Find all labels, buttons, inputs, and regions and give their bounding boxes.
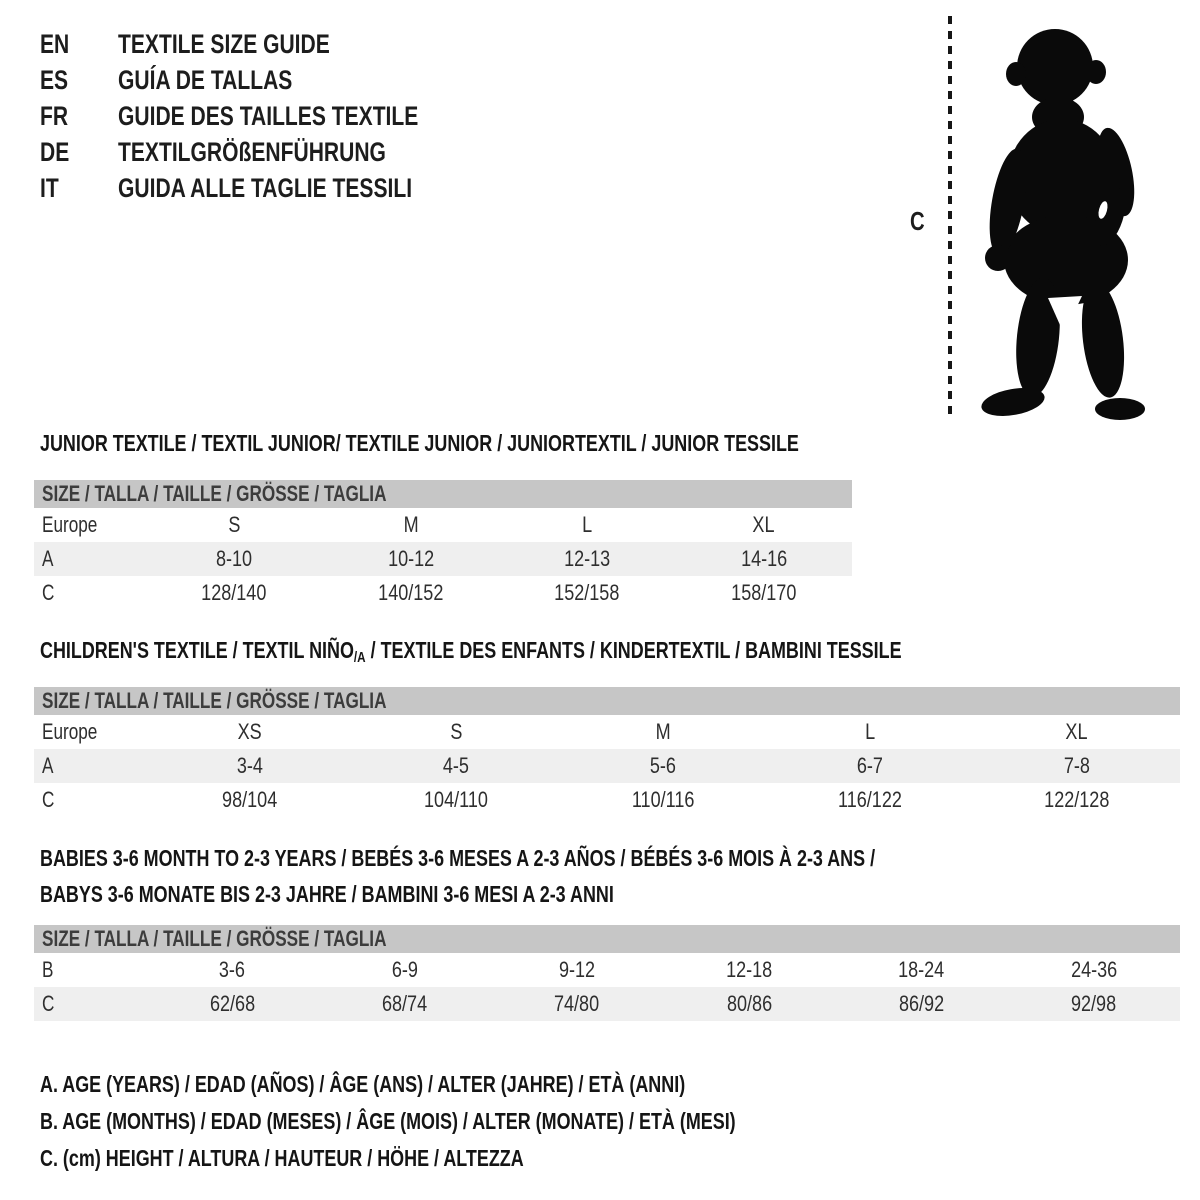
children-heading-part1: CHILDREN'S TEXTILE / TEXTIL NIÑO	[40, 637, 354, 663]
table-cell	[560, 787, 767, 813]
cell-text: S	[450, 719, 463, 744]
cell-text: 86/92	[898, 991, 945, 1016]
language-title-text: GUIDA ALLE TAGLIE TESSILI	[118, 172, 413, 203]
table-cell	[676, 512, 853, 538]
row-label-text: C	[42, 991, 55, 1016]
cell-text: 12-18	[726, 957, 773, 982]
cell-text: 110/116	[631, 787, 695, 812]
children-heading-subscript: /A	[353, 649, 366, 666]
language-code-text: ES	[40, 64, 69, 95]
language-row-de	[40, 134, 503, 170]
language-code-text: IT	[40, 172, 59, 203]
cell-text: 8-10	[216, 546, 253, 571]
table-cell	[1008, 991, 1180, 1017]
junior-section-heading-text: JUNIOR TEXTILE / TEXTIL JUNIOR/ TEXTILE JUNIOR / JUNIORTEXTIL / JUNIOR TESSILE	[40, 430, 799, 456]
cell-text: 4-5	[443, 753, 470, 778]
children-heading-part2: / TEXTILE DES ENFANTS / KINDERTEXTIL / BAMBINI TESSILE	[365, 637, 902, 663]
row-label-text: B	[42, 957, 54, 982]
cell-text: 74/80	[554, 991, 600, 1016]
cell-text: 24-36	[1070, 957, 1117, 982]
row-label	[34, 787, 146, 813]
row-label	[34, 512, 146, 538]
table-row-months	[34, 953, 1180, 987]
language-title-text: TEXTILE SIZE GUIDE	[118, 28, 330, 59]
language-code	[40, 101, 118, 132]
table-cell	[676, 580, 853, 606]
table-cell	[353, 753, 560, 779]
row-label	[34, 957, 146, 983]
language-title	[118, 137, 462, 168]
table-row-age	[34, 542, 852, 576]
table-cell	[146, 546, 323, 572]
table-cell	[766, 787, 973, 813]
table-cell	[973, 787, 1180, 813]
footnote-b-text: B. AGE (MONTHS) / EDAD (MESES) / ÂGE (MOIS) / ALTER (MONATE) / ETÀ (MESI)	[40, 1108, 736, 1134]
table-cell	[499, 512, 676, 538]
footnote-a-text: A. AGE (YEARS) / EDAD (AÑOS) / ÂGE (ANS) / ALTER (JAHRE) / ETÀ (ANNI)	[40, 1071, 686, 1097]
language-code-text: DE	[40, 136, 70, 167]
row-label	[34, 546, 146, 572]
cell-text: 62/68	[209, 991, 255, 1016]
babies-section-heading-line1	[40, 845, 1111, 872]
table-cell	[146, 580, 323, 606]
size-table-header-text: SIZE / TALLA / TAILLE / GRÖSSE / TAGLIA	[42, 481, 387, 506]
height-measure-label	[910, 206, 929, 237]
language-list	[40, 26, 503, 206]
table-row-age	[34, 749, 1180, 783]
height-measure-label-text: C	[910, 206, 925, 236]
cell-text: 98/104	[221, 787, 277, 812]
cell-text: 122/128	[1043, 787, 1110, 812]
cell-text: 116/122	[837, 787, 902, 812]
cell-text: 10-12	[387, 546, 434, 571]
footnote-legend	[40, 1066, 932, 1177]
table-cell	[499, 580, 676, 606]
table-cell	[835, 991, 1007, 1017]
cell-text: 5-6	[649, 753, 677, 778]
table-cell	[676, 546, 853, 572]
table-cell	[146, 787, 353, 813]
language-title	[118, 101, 503, 132]
row-label-text: Europe	[42, 512, 98, 537]
footnote-c-text: C. (cm) HEIGHT / ALTURA / HAUTEUR / HÖHE / ALTEZZA	[40, 1145, 524, 1171]
language-title	[118, 65, 342, 96]
table-cell	[323, 580, 500, 606]
table-cell	[663, 991, 835, 1017]
table-cell	[766, 719, 973, 745]
language-row-it	[40, 170, 503, 206]
table-cell	[491, 991, 663, 1017]
size-table-header-text: SIZE / TALLA / TAILLE / GRÖSSE / TAGLIA	[42, 688, 387, 713]
cell-text: 18-24	[898, 957, 945, 982]
language-code	[40, 137, 118, 168]
cell-text: L	[864, 719, 875, 744]
language-title-text: GUIDE DES TAILLES TEXTILE	[118, 100, 419, 131]
table-cell	[323, 512, 500, 538]
size-table-header-text: SIZE / TALLA / TAILLE / GRÖSSE / TAGLIA	[42, 926, 387, 951]
table-cell	[318, 957, 490, 983]
table-cell	[560, 753, 767, 779]
language-code	[40, 29, 118, 60]
row-label	[34, 719, 146, 745]
children-section-heading-text	[40, 637, 902, 666]
table-cell	[663, 957, 835, 983]
toddler-silhouette-icon	[958, 22, 1196, 424]
table-cell	[318, 991, 490, 1017]
row-label-text: Europe	[42, 719, 98, 744]
cell-text: 104/110	[424, 787, 489, 812]
table-cell	[353, 719, 560, 745]
babies-section-heading-line1-text: BABIES 3-6 MONTH TO 2-3 YEARS / BEBÉS 3-6 MESES A 2-3 AÑOS / BÉBÉS 3-6 MOIS À 2-3 ANS /	[40, 845, 876, 871]
row-label	[34, 991, 146, 1017]
cell-text: XS	[237, 719, 262, 744]
table-cell	[353, 787, 560, 813]
language-row-en	[40, 26, 503, 62]
language-title	[118, 173, 495, 204]
footnote-a	[40, 1066, 932, 1103]
cell-text: 68/74	[381, 991, 428, 1016]
cell-text: 3-4	[236, 753, 263, 778]
table-cell	[146, 753, 353, 779]
cell-text: M	[655, 719, 671, 744]
height-dashed-line	[948, 16, 952, 414]
cell-text: 92/98	[1071, 991, 1117, 1016]
cell-text: 14-16	[740, 546, 787, 571]
footnote-b	[40, 1103, 932, 1140]
cell-text: 3-6	[219, 957, 246, 982]
footnote-c	[40, 1140, 932, 1177]
junior-size-table	[34, 480, 852, 610]
cell-text: 12-13	[564, 546, 611, 571]
junior-section-heading	[40, 430, 1013, 457]
table-cell	[1008, 957, 1180, 983]
cell-text: S	[228, 512, 241, 537]
table-row-europe	[34, 715, 1180, 749]
babies-size-table	[34, 925, 1180, 1021]
children-size-table	[34, 687, 1180, 817]
cell-text: 6-7	[856, 753, 883, 778]
table-row-europe	[34, 508, 852, 542]
table-cell	[491, 957, 663, 983]
size-table-header	[34, 687, 1180, 715]
row-label-text: C	[42, 580, 55, 605]
language-code	[40, 173, 118, 204]
table-cell	[146, 957, 318, 983]
cell-text: XL	[1065, 719, 1088, 744]
language-code	[40, 65, 118, 96]
table-cell	[973, 753, 1180, 779]
cell-text: 152/158	[554, 580, 620, 605]
row-label	[34, 753, 146, 779]
table-cell	[560, 719, 767, 745]
language-title-text: GUÍA DE TALLAS	[118, 64, 293, 95]
language-code-text: FR	[40, 100, 69, 131]
row-label-text: A	[42, 753, 54, 778]
table-row-height	[34, 783, 1180, 817]
babies-section-heading-line2-text: BABYS 3-6 MONATE BIS 2-3 JAHRE / BAMBINI 3-6 MESI A 2-3 ANNI	[40, 881, 614, 907]
cell-text: XL	[752, 512, 775, 537]
table-cell	[499, 546, 676, 572]
table-cell	[146, 512, 323, 538]
cell-text: 7-8	[1063, 753, 1090, 778]
table-row-height	[34, 576, 852, 610]
size-table-header	[34, 480, 852, 508]
size-table-header	[34, 925, 1180, 953]
language-code-text: EN	[40, 28, 70, 59]
language-title-text: TEXTILGRÖßENFÜHRUNG	[118, 136, 386, 167]
cell-text: M	[403, 512, 419, 537]
cell-text: 9-12	[558, 957, 595, 982]
table-cell	[146, 719, 353, 745]
language-row-es	[40, 62, 503, 98]
children-section-heading	[40, 637, 1145, 666]
language-title	[118, 29, 390, 60]
babies-section-heading-line2	[40, 881, 776, 908]
table-row-height	[34, 987, 1180, 1021]
row-label	[34, 580, 146, 606]
table-cell	[146, 991, 318, 1017]
row-label-text: C	[42, 787, 55, 812]
table-cell	[835, 957, 1007, 983]
cell-text: 80/86	[726, 991, 772, 1016]
cell-text: 140/152	[378, 580, 444, 605]
language-row-fr	[40, 98, 503, 134]
row-label-text: A	[42, 546, 54, 571]
table-cell	[766, 753, 973, 779]
table-cell	[973, 719, 1180, 745]
cell-text: 158/170	[731, 580, 797, 605]
cell-text: 6-9	[391, 957, 418, 982]
cell-text: L	[582, 512, 593, 537]
cell-text: 128/140	[201, 580, 267, 605]
table-cell	[323, 546, 500, 572]
